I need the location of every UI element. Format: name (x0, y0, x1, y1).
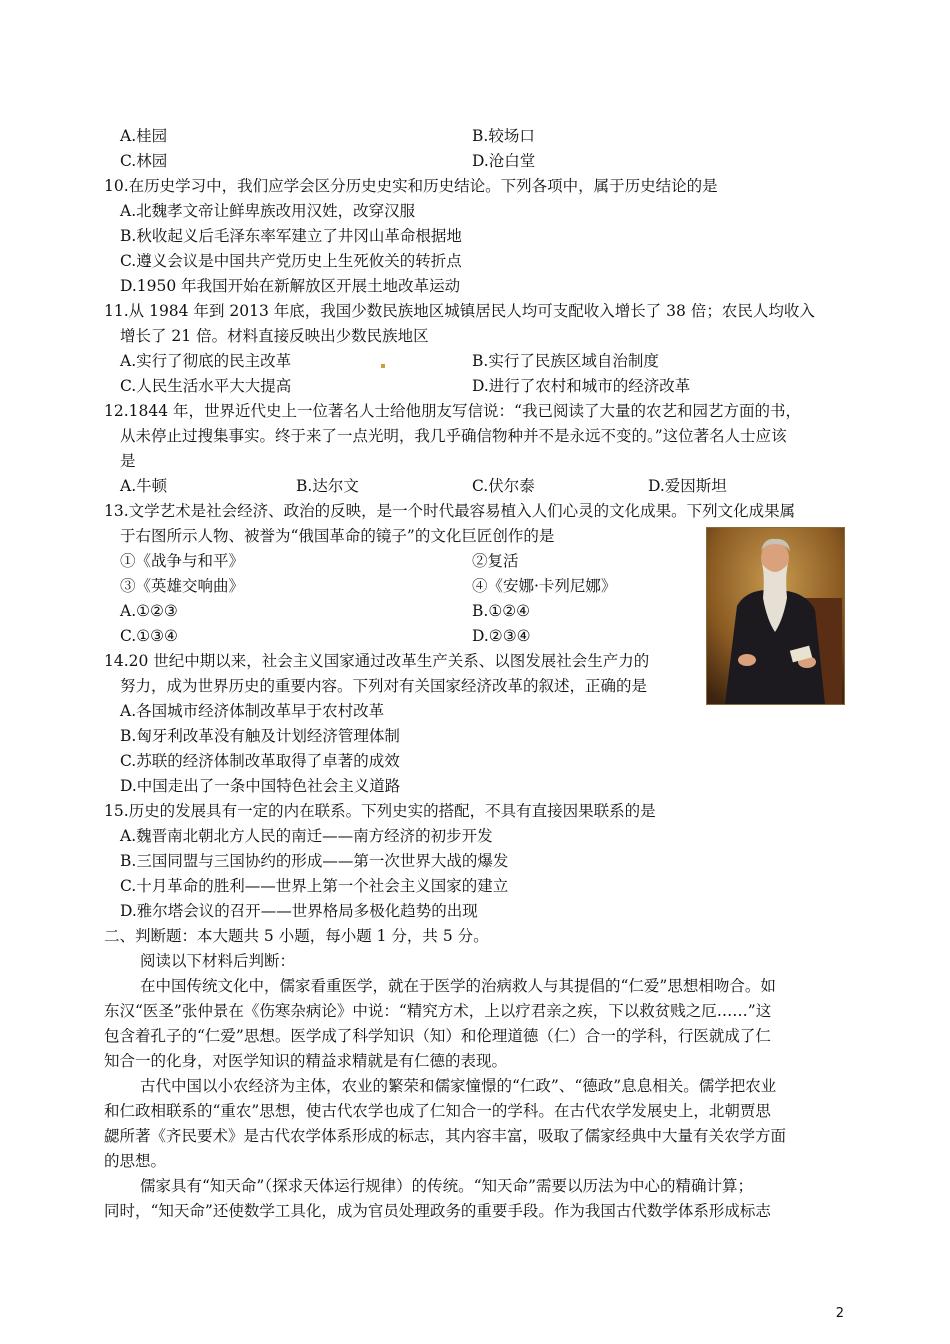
paragraph3-line: 儒家具有“知天命”（探求天体运行规律）的传统。“知天命”需要以历法为中心的精确计算； (140, 1177, 753, 1195)
section2-title: 二、判断题：本大题共 5 小题，每小题 1 分，共 5 分。 (104, 927, 489, 945)
q9-option-c: C.林园 (120, 152, 168, 170)
q11-stem-line1: 11.从 1984 年到 2013 年底，我国少数民族地区城镇居民人均可支配收入增长了 38 倍；农民人均收入 (104, 302, 815, 320)
q9-option-d: D.沧白堂 (472, 152, 536, 170)
stray-dot (381, 364, 385, 368)
section2-intro: 阅读以下材料后判断： (140, 952, 296, 970)
q10-option-b: B.秋收起义后毛泽东率军建立了井冈山革命根据地 (120, 227, 462, 245)
portrait-drawing (707, 528, 844, 704)
q9-option-b: B.较场口 (472, 127, 535, 145)
tolstoy-portrait-image (706, 527, 845, 705)
paragraph3-line: 同时，“知天命”还使数学工具化，成为官员处理政务的重要手段。作为我国古代数学体系形成标志 (104, 1202, 771, 1220)
q14-option-c: C.苏联的经济体制改革取得了卓著的成效 (120, 752, 400, 770)
q13-item-4: ④《安娜·卡列尼娜》 (472, 577, 617, 595)
paragraph1-line: 知合一的化身，对医学知识的精益求精就是有仁德的表现。 (104, 1052, 508, 1070)
q14-option-a: A.各国城市经济体制改革早于农村改革 (120, 702, 385, 720)
paragraph1-line: 在中国传统文化中，儒家看重医学，就在于医学的治病救人与其提倡的“仁爱”思想相吻合。如 (140, 977, 776, 995)
q12-option-b: B.达尔文 (296, 477, 359, 495)
q10-option-d: D.1950 年我国开始在新解放区开展土地改革运动 (120, 277, 461, 295)
q15-option-d: D.雅尔塔会议的召开——世界格局多极化趋势的出现 (120, 902, 478, 920)
q12-option-d: D.爱因斯坦 (648, 477, 727, 495)
paragraph2-line: 古代中国以小农经济为主体，农业的繁荣和儒家憧憬的“仁政”、“德政”息息相关。儒学把农业 (140, 1077, 777, 1095)
q12-stem-line2: 从未停止过搜集事实。终于来了一点光明，我几乎确信物种并不是永远不变的。”这位著名人士应该 (120, 427, 787, 445)
paragraph1-line: 包含着孔子的“仁爱”思想。医学成了科学知识（知）和伦理道德（仁）合一的学科，行医就成了仁 (104, 1027, 771, 1045)
q13-item-2: ②复活 (472, 552, 519, 570)
paragraph2-line: 的思想。 (104, 1152, 167, 1170)
q14-option-d: D.中国走出了一条中国特色社会主义道路 (120, 777, 401, 795)
q14-option-b: B.匈牙利改革没有触及计划经济管理体制 (120, 727, 400, 745)
q12-stem-line1: 12.1844 年，世界近代史上一位著名人士给他朋友写信说：“我已阅读了大量的农艺和园艺方面的书， (104, 402, 801, 420)
q15-option-b: B.三国同盟与三国协约的形成——第一次世界大战的爆发 (120, 852, 509, 870)
q11-option-c: C.人民生活水平大大提高 (120, 377, 292, 395)
q15-option-c: C.十月革命的胜利——世界上第一个社会主义国家的建立 (120, 877, 509, 895)
q13-option-d: D.②③④ (472, 627, 531, 645)
paragraph1-line: 东汉“医圣”张仲景在《伤寒杂病论》中说：“精究方术，上以疗君亲之疾，下以救贫贱之厄……”这 (104, 1002, 772, 1020)
page-number: 2 (835, 1306, 844, 1321)
q13-stem-line1: 13.文学艺术是社会经济、政治的反映，是一个时代最容易植入人们心灵的文化成果。下列文化成果属 (104, 502, 796, 520)
q9-option-a: A.桂园 (120, 127, 168, 145)
q15-stem: 15.历史的发展具有一定的内在联系。下列史实的搭配，不具有直接因果联系的是 (104, 802, 656, 820)
q12-option-c: C.伏尔泰 (472, 477, 535, 495)
q15-option-a: A.魏晋南北朝北方人民的南迁——南方经济的初步开发 (120, 827, 493, 845)
q10-option-a: A.北魏孝文帝让鲜卑族改用汉姓，改穿汉服 (120, 202, 416, 220)
q11-option-d: D.进行了农村和城市的经济改革 (472, 377, 691, 395)
q13-option-c: C.①③④ (120, 627, 178, 645)
q10-stem: 10.在历史学习中，我们应学会区分历史史实和历史结论。下列各项中，属于历史结论的是 (104, 177, 718, 195)
q13-item-3: ③《英雄交响曲》 (120, 577, 245, 595)
q14-stem-line2: 努力，成为世界历史的重要内容。下列对有关国家经济改革的叙述，正确的是 (120, 677, 648, 695)
q12-option-a: A.牛顿 (120, 477, 168, 495)
q11-option-a: A.实行了彻底的民主改革 (120, 352, 292, 370)
paragraph2-line: 勰所著《齐民要术》是古代农学体系形成的标志，其内容丰富，吸取了儒家经典中大量有关农学方面 (104, 1127, 787, 1145)
q14-stem-line1: 14.20 世纪中期以来，社会主义国家通过改革生产关系、以图发展社会生产力的 (104, 652, 650, 670)
q13-option-a: A.①②③ (120, 602, 178, 620)
q13-option-b: B.①②④ (472, 602, 531, 620)
q10-option-c: C.遵义会议是中国共产党历史上生死攸关的转折点 (120, 252, 462, 270)
q11-stem-line2: 增长了 21 倍。材料直接反映出少数民族地区 (120, 327, 429, 345)
q13-item-1: ①《战争与和平》 (120, 552, 245, 570)
q13-stem-line2: 于右图所示人物、被誉为“俄国革命的镜子”的文化巨匠创作的是 (120, 527, 555, 545)
paragraph2-line: 和仁政相联系的“重农”思想，使古代农学也成了仁知合一的学科。在古代农学发展史上，北朝贾思 (104, 1102, 771, 1120)
q12-stem-line3: 是 (120, 452, 136, 470)
q11-option-b: B.实行了民族区域自治制度 (472, 352, 659, 370)
